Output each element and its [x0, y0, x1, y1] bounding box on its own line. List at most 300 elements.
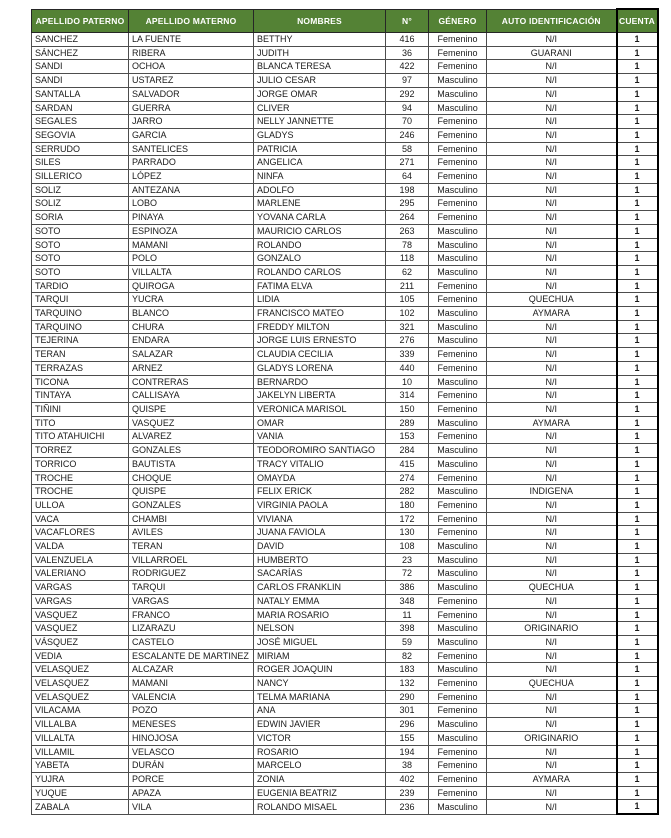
cell-nombres: JUANA FAVIOLA	[254, 526, 386, 540]
cell-genero: Masculino	[429, 238, 487, 252]
cell-auto_identificacion: N/I	[487, 786, 617, 800]
cell-numero: 105	[386, 293, 429, 307]
cell-apellido_paterno: VASQUEZ	[32, 608, 129, 622]
cell-auto_identificacion: INDIGENA	[487, 485, 617, 499]
cell-apellido_paterno: VILLALTA	[32, 731, 129, 745]
cell-nombres: YOVANA CARLA	[254, 211, 386, 225]
cell-apellido_paterno: SÁNCHEZ	[32, 46, 129, 60]
table-row	[32, 361, 658, 375]
table-header	[32, 9, 658, 33]
cell-auto_identificacion: N/I	[487, 128, 617, 142]
cell-cuenta: 1	[617, 663, 658, 677]
cell-auto_identificacion: N/I	[487, 33, 617, 47]
cell-cuenta: 1	[617, 170, 658, 184]
cell-genero: Femenino	[429, 759, 487, 773]
cell-cuenta: 1	[617, 265, 658, 279]
cell-apellido_paterno: SERRUDO	[32, 142, 129, 156]
cell-auto_identificacion: N/I	[487, 718, 617, 732]
cell-nombres: MARCELO	[254, 759, 386, 773]
cell-nombres: VANIA	[254, 430, 386, 444]
cell-genero: Femenino	[429, 170, 487, 184]
cell-genero: Masculino	[429, 375, 487, 389]
cell-numero: 402	[386, 772, 429, 786]
cell-apellido_paterno: SOTO	[32, 224, 129, 238]
cell-nombres: NINFA	[254, 170, 386, 184]
cell-genero: Masculino	[429, 581, 487, 595]
table-row	[32, 635, 658, 649]
cell-numero: 150	[386, 402, 429, 416]
table-row	[32, 594, 658, 608]
cell-numero: 23	[386, 553, 429, 567]
table-row	[32, 334, 658, 348]
cell-genero: Femenino	[429, 430, 487, 444]
cell-apellido_paterno: TROCHE	[32, 471, 129, 485]
cell-apellido_materno: ARNEZ	[129, 361, 254, 375]
cell-auto_identificacion: QUECHUA	[487, 293, 617, 307]
cell-apellido_materno: RIBERA	[129, 46, 254, 60]
cell-apellido_paterno: VALERIANO	[32, 567, 129, 581]
cell-nombres: GLADYS LORENA	[254, 361, 386, 375]
cell-numero: 10	[386, 375, 429, 389]
table-row	[32, 416, 658, 430]
table-row	[32, 33, 658, 47]
cell-apellido_materno: VILLALTA	[129, 265, 254, 279]
cell-numero: 348	[386, 594, 429, 608]
cell-nombres: ROGER JOAQUIN	[254, 663, 386, 677]
cell-numero: 276	[386, 334, 429, 348]
cell-auto_identificacion: N/I	[487, 183, 617, 197]
cell-genero: Masculino	[429, 731, 487, 745]
cell-genero: Masculino	[429, 334, 487, 348]
cell-nombres: MAURICIO CARLOS	[254, 224, 386, 238]
cell-apellido_materno: VELASCO	[129, 745, 254, 759]
cell-apellido_materno: OCHOA	[129, 60, 254, 74]
cell-cuenta: 1	[617, 457, 658, 471]
table-row	[32, 87, 658, 101]
cell-numero: 97	[386, 74, 429, 88]
table-row	[32, 183, 658, 197]
table-row	[32, 772, 658, 786]
cell-genero: Masculino	[429, 540, 487, 554]
cell-auto_identificacion: N/I	[487, 197, 617, 211]
cell-cuenta: 1	[617, 718, 658, 732]
cell-apellido_materno: SALVADOR	[129, 87, 254, 101]
cell-apellido_materno: LOBO	[129, 197, 254, 211]
cell-nombres: SACARÍAS	[254, 567, 386, 581]
cell-numero: 155	[386, 731, 429, 745]
cell-apellido_paterno: SANDI	[32, 60, 129, 74]
cell-numero: 180	[386, 498, 429, 512]
cell-apellido_paterno: SILES	[32, 156, 129, 170]
cell-numero: 211	[386, 279, 429, 293]
cell-cuenta: 1	[617, 594, 658, 608]
table-row	[32, 238, 658, 252]
header-row	[32, 9, 658, 33]
table-row	[32, 622, 658, 636]
cell-numero: 70	[386, 115, 429, 129]
cell-auto_identificacion: N/I	[487, 361, 617, 375]
cell-cuenta: 1	[617, 608, 658, 622]
cell-genero: Femenino	[429, 402, 487, 416]
cell-nombres: GONZALO	[254, 252, 386, 266]
cell-numero: 415	[386, 457, 429, 471]
cell-auto_identificacion: ORIGINARIO	[487, 731, 617, 745]
header-numero: N°	[386, 9, 429, 33]
cell-numero: 36	[386, 46, 429, 60]
cell-cuenta: 1	[617, 211, 658, 225]
cell-auto_identificacion: N/I	[487, 444, 617, 458]
cell-genero: Femenino	[429, 526, 487, 540]
cell-genero: Femenino	[429, 690, 487, 704]
cell-numero: 422	[386, 60, 429, 74]
cell-apellido_paterno: VÁSQUEZ	[32, 635, 129, 649]
cell-auto_identificacion: N/I	[487, 238, 617, 252]
cell-apellido_materno: USTAREZ	[129, 74, 254, 88]
cell-genero: Masculino	[429, 622, 487, 636]
cell-apellido_materno: CHOQUE	[129, 471, 254, 485]
cell-apellido_paterno: SANCHEZ	[32, 33, 129, 47]
cell-cuenta: 1	[617, 635, 658, 649]
cell-cuenta: 1	[617, 444, 658, 458]
cell-nombres: JORGE OMAR	[254, 87, 386, 101]
cell-genero: Femenino	[429, 156, 487, 170]
table-row	[32, 211, 658, 225]
cell-nombres: NATALY EMMA	[254, 594, 386, 608]
cell-nombres: NELLY JANNETTE	[254, 115, 386, 129]
cell-auto_identificacion: AYMARA	[487, 772, 617, 786]
cell-numero: 172	[386, 512, 429, 526]
cell-numero: 130	[386, 526, 429, 540]
cell-genero: Masculino	[429, 320, 487, 334]
cell-cuenta: 1	[617, 293, 658, 307]
cell-cuenta: 1	[617, 156, 658, 170]
cell-numero: 416	[386, 33, 429, 47]
cell-genero: Femenino	[429, 115, 487, 129]
cell-numero: 62	[386, 265, 429, 279]
cell-nombres: OMAYDA	[254, 471, 386, 485]
cell-apellido_paterno: VILLAMIL	[32, 745, 129, 759]
cell-auto_identificacion: N/I	[487, 745, 617, 759]
cell-cuenta: 1	[617, 60, 658, 74]
cell-auto_identificacion: N/I	[487, 608, 617, 622]
cell-apellido_paterno: TARQUINO	[32, 307, 129, 321]
cell-cuenta: 1	[617, 540, 658, 554]
cell-apellido_materno: TARQUI	[129, 581, 254, 595]
cell-cuenta: 1	[617, 279, 658, 293]
cell-apellido_materno: QUIROGA	[129, 279, 254, 293]
cell-nombres: EUGENIA BEATRIZ	[254, 786, 386, 800]
table-row	[32, 718, 658, 732]
cell-cuenta: 1	[617, 46, 658, 60]
cell-numero: 314	[386, 389, 429, 403]
cell-auto_identificacion: N/I	[487, 252, 617, 266]
cell-apellido_paterno: VELASQUEZ	[32, 663, 129, 677]
table-row	[32, 663, 658, 677]
header-apellido-paterno: APELLIDO PATERNO	[32, 9, 129, 33]
cell-numero: 264	[386, 211, 429, 225]
cell-auto_identificacion: N/I	[487, 567, 617, 581]
cell-auto_identificacion: N/I	[487, 759, 617, 773]
cell-nombres: CARLOS FRANKLIN	[254, 581, 386, 595]
cell-apellido_materno: POZO	[129, 704, 254, 718]
cell-apellido_paterno: SOTO	[32, 265, 129, 279]
cell-apellido_materno: ALVAREZ	[129, 430, 254, 444]
cell-nombres: TEODOROMIRO SANTIAGO	[254, 444, 386, 458]
cell-cuenta: 1	[617, 430, 658, 444]
cell-auto_identificacion: ORIGINARIO	[487, 622, 617, 636]
cell-genero: Masculino	[429, 444, 487, 458]
table-row	[32, 307, 658, 321]
cell-auto_identificacion: QUECHUA	[487, 581, 617, 595]
cell-genero: Masculino	[429, 416, 487, 430]
cell-nombres: ADOLFO	[254, 183, 386, 197]
cell-apellido_materno: JARRO	[129, 115, 254, 129]
cell-numero: 72	[386, 567, 429, 581]
cell-nombres: OMAR	[254, 416, 386, 430]
header-genero: GÉNERO	[429, 9, 487, 33]
table-row	[32, 553, 658, 567]
cell-nombres: JOSÉ MIGUEL	[254, 635, 386, 649]
cell-nombres: VERONICA MARISOL	[254, 402, 386, 416]
cell-nombres: JULIO CESAR	[254, 74, 386, 88]
cell-cuenta: 1	[617, 772, 658, 786]
cell-cuenta: 1	[617, 128, 658, 142]
cell-cuenta: 1	[617, 471, 658, 485]
cell-cuenta: 1	[617, 512, 658, 526]
cell-genero: Femenino	[429, 512, 487, 526]
table-row	[32, 731, 658, 745]
cell-apellido_paterno: YABETA	[32, 759, 129, 773]
cell-apellido_paterno: VACA	[32, 512, 129, 526]
cell-apellido_materno: SALAZAR	[129, 348, 254, 362]
cell-apellido_materno: ESCALANTE DE MARTINEZ	[129, 649, 254, 663]
cell-auto_identificacion: N/I	[487, 279, 617, 293]
cell-apellido_materno: FRANCO	[129, 608, 254, 622]
cell-apellido_paterno: ULLOA	[32, 498, 129, 512]
cell-apellido_materno: QUISPE	[129, 485, 254, 499]
cell-auto_identificacion: N/I	[487, 594, 617, 608]
table-row	[32, 430, 658, 444]
cell-nombres: JAKELYN LIBERTA	[254, 389, 386, 403]
cell-apellido_materno: LIZARAZU	[129, 622, 254, 636]
cell-apellido_paterno: TARQUI	[32, 293, 129, 307]
cell-genero: Femenino	[429, 142, 487, 156]
cell-cuenta: 1	[617, 334, 658, 348]
cell-auto_identificacion: N/I	[487, 553, 617, 567]
cell-nombres: CLAUDIA CECILIA	[254, 348, 386, 362]
cell-genero: Femenino	[429, 279, 487, 293]
cell-auto_identificacion: GUARANI	[487, 46, 617, 60]
cell-genero: Femenino	[429, 128, 487, 142]
cell-apellido_paterno: TARDIO	[32, 279, 129, 293]
cell-cuenta: 1	[617, 800, 658, 814]
cell-apellido_materno: POLO	[129, 252, 254, 266]
cell-cuenta: 1	[617, 33, 658, 47]
table-row	[32, 156, 658, 170]
cell-nombres: ROSARIO	[254, 745, 386, 759]
cell-apellido_paterno: VELASQUEZ	[32, 690, 129, 704]
cell-numero: 153	[386, 430, 429, 444]
cell-apellido_materno: SANTELICES	[129, 142, 254, 156]
table-row	[32, 115, 658, 129]
cell-auto_identificacion: N/I	[487, 348, 617, 362]
cell-cuenta: 1	[617, 649, 658, 663]
cell-apellido_materno: YUCRA	[129, 293, 254, 307]
cell-apellido_paterno: SEGOVIA	[32, 128, 129, 142]
cell-apellido_materno: MAMANI	[129, 677, 254, 691]
cell-numero: 274	[386, 471, 429, 485]
cell-genero: Masculino	[429, 457, 487, 471]
cell-genero: Masculino	[429, 183, 487, 197]
cell-nombres: VIRGINIA PAOLA	[254, 498, 386, 512]
cell-numero: 271	[386, 156, 429, 170]
table-row	[32, 471, 658, 485]
cell-numero: 236	[386, 800, 429, 814]
table-row	[32, 512, 658, 526]
cell-apellido_materno: MAMANI	[129, 238, 254, 252]
cell-nombres: NELSON	[254, 622, 386, 636]
cell-genero: Femenino	[429, 211, 487, 225]
cell-cuenta: 1	[617, 197, 658, 211]
cell-cuenta: 1	[617, 320, 658, 334]
cell-numero: 94	[386, 101, 429, 115]
cell-nombres: FREDDY MILTON	[254, 320, 386, 334]
cell-apellido_paterno: SOTO	[32, 238, 129, 252]
cell-apellido_materno: VILA	[129, 800, 254, 814]
cell-apellido_materno: QUISPE	[129, 402, 254, 416]
cell-numero: 82	[386, 649, 429, 663]
cell-apellido_paterno: TERRAZAS	[32, 361, 129, 375]
table-row	[32, 540, 658, 554]
cell-genero: Masculino	[429, 663, 487, 677]
cell-auto_identificacion: N/I	[487, 87, 617, 101]
cell-nombres: ROLANDO MISAEL	[254, 800, 386, 814]
cell-cuenta: 1	[617, 704, 658, 718]
cell-apellido_materno: CHAMBI	[129, 512, 254, 526]
cell-apellido_materno: GUERRA	[129, 101, 254, 115]
cell-apellido_paterno: SILLERICO	[32, 170, 129, 184]
cell-auto_identificacion: N/I	[487, 211, 617, 225]
cell-genero: Femenino	[429, 33, 487, 47]
cell-nombres: PATRICIA	[254, 142, 386, 156]
table-row	[32, 170, 658, 184]
cell-apellido_materno: ANTEZANA	[129, 183, 254, 197]
cell-numero: 440	[386, 361, 429, 375]
cell-apellido_paterno: VACAFLORES	[32, 526, 129, 540]
table-row	[32, 74, 658, 88]
cell-apellido_paterno: VARGAS	[32, 594, 129, 608]
cell-auto_identificacion: N/I	[487, 334, 617, 348]
table-row	[32, 142, 658, 156]
cell-nombres: CLIVER	[254, 101, 386, 115]
cell-auto_identificacion: N/I	[487, 156, 617, 170]
cell-auto_identificacion: N/I	[487, 663, 617, 677]
cell-genero: Masculino	[429, 567, 487, 581]
cell-cuenta: 1	[617, 553, 658, 567]
cell-nombres: JUDITH	[254, 46, 386, 60]
cell-apellido_materno: GARCIA	[129, 128, 254, 142]
cell-numero: 284	[386, 444, 429, 458]
cell-cuenta: 1	[617, 375, 658, 389]
cell-auto_identificacion: QUECHUA	[487, 677, 617, 691]
cell-auto_identificacion: N/I	[487, 704, 617, 718]
cell-cuenta: 1	[617, 745, 658, 759]
table-row	[32, 690, 658, 704]
cell-genero: Femenino	[429, 389, 487, 403]
cell-cuenta: 1	[617, 677, 658, 691]
cell-nombres: MIRIAM	[254, 649, 386, 663]
cell-apellido_materno: CALLISAYA	[129, 389, 254, 403]
cell-auto_identificacion: N/I	[487, 402, 617, 416]
cell-numero: 296	[386, 718, 429, 732]
cell-auto_identificacion: N/I	[487, 74, 617, 88]
cell-apellido_paterno: VALENZUELA	[32, 553, 129, 567]
cell-auto_identificacion: N/I	[487, 430, 617, 444]
cell-genero: Femenino	[429, 772, 487, 786]
cell-auto_identificacion: N/I	[487, 389, 617, 403]
cell-apellido_paterno: SEGALES	[32, 115, 129, 129]
cell-genero: Femenino	[429, 197, 487, 211]
table-row	[32, 252, 658, 266]
cell-apellido_paterno: VALDA	[32, 540, 129, 554]
cell-cuenta: 1	[617, 307, 658, 321]
cell-auto_identificacion: N/I	[487, 170, 617, 184]
cell-apellido_materno: CASTELO	[129, 635, 254, 649]
cell-auto_identificacion: N/I	[487, 512, 617, 526]
cell-auto_identificacion: N/I	[487, 115, 617, 129]
cell-numero: 246	[386, 128, 429, 142]
cell-auto_identificacion: N/I	[487, 690, 617, 704]
cell-genero: Femenino	[429, 498, 487, 512]
cell-nombres: FELIX ERICK	[254, 485, 386, 499]
cell-apellido_materno: CHURA	[129, 320, 254, 334]
cell-numero: 102	[386, 307, 429, 321]
cell-genero: Femenino	[429, 649, 487, 663]
cell-apellido_paterno: VARGAS	[32, 581, 129, 595]
cell-genero: Masculino	[429, 718, 487, 732]
cell-genero: Masculino	[429, 87, 487, 101]
cell-auto_identificacion: N/I	[487, 224, 617, 238]
cell-apellido_paterno: SANDI	[32, 74, 129, 88]
cell-numero: 59	[386, 635, 429, 649]
cell-apellido_materno: DURÁN	[129, 759, 254, 773]
cell-apellido_materno: ESPINOZA	[129, 224, 254, 238]
cell-genero: Masculino	[429, 553, 487, 567]
table-row	[32, 608, 658, 622]
table-row	[32, 485, 658, 499]
table-body	[32, 33, 658, 815]
cell-apellido_materno: LA FUENTE	[129, 33, 254, 47]
cell-auto_identificacion: N/I	[487, 101, 617, 115]
cell-apellido_paterno: SOLIZ	[32, 197, 129, 211]
table-row	[32, 128, 658, 142]
cell-apellido_materno: AVILES	[129, 526, 254, 540]
cell-apellido_materno: BAUTISTA	[129, 457, 254, 471]
table-row	[32, 293, 658, 307]
cell-cuenta: 1	[617, 416, 658, 430]
cell-cuenta: 1	[617, 348, 658, 362]
cell-auto_identificacion: N/I	[487, 540, 617, 554]
cell-genero: Femenino	[429, 677, 487, 691]
cell-nombres: LIDIA	[254, 293, 386, 307]
cell-numero: 398	[386, 622, 429, 636]
cell-cuenta: 1	[617, 389, 658, 403]
cell-nombres: ROLANDO	[254, 238, 386, 252]
cell-nombres: VIVIANA	[254, 512, 386, 526]
cell-nombres: GLADYS	[254, 128, 386, 142]
cell-apellido_materno: PORCE	[129, 772, 254, 786]
cell-apellido_paterno: TORREZ	[32, 444, 129, 458]
